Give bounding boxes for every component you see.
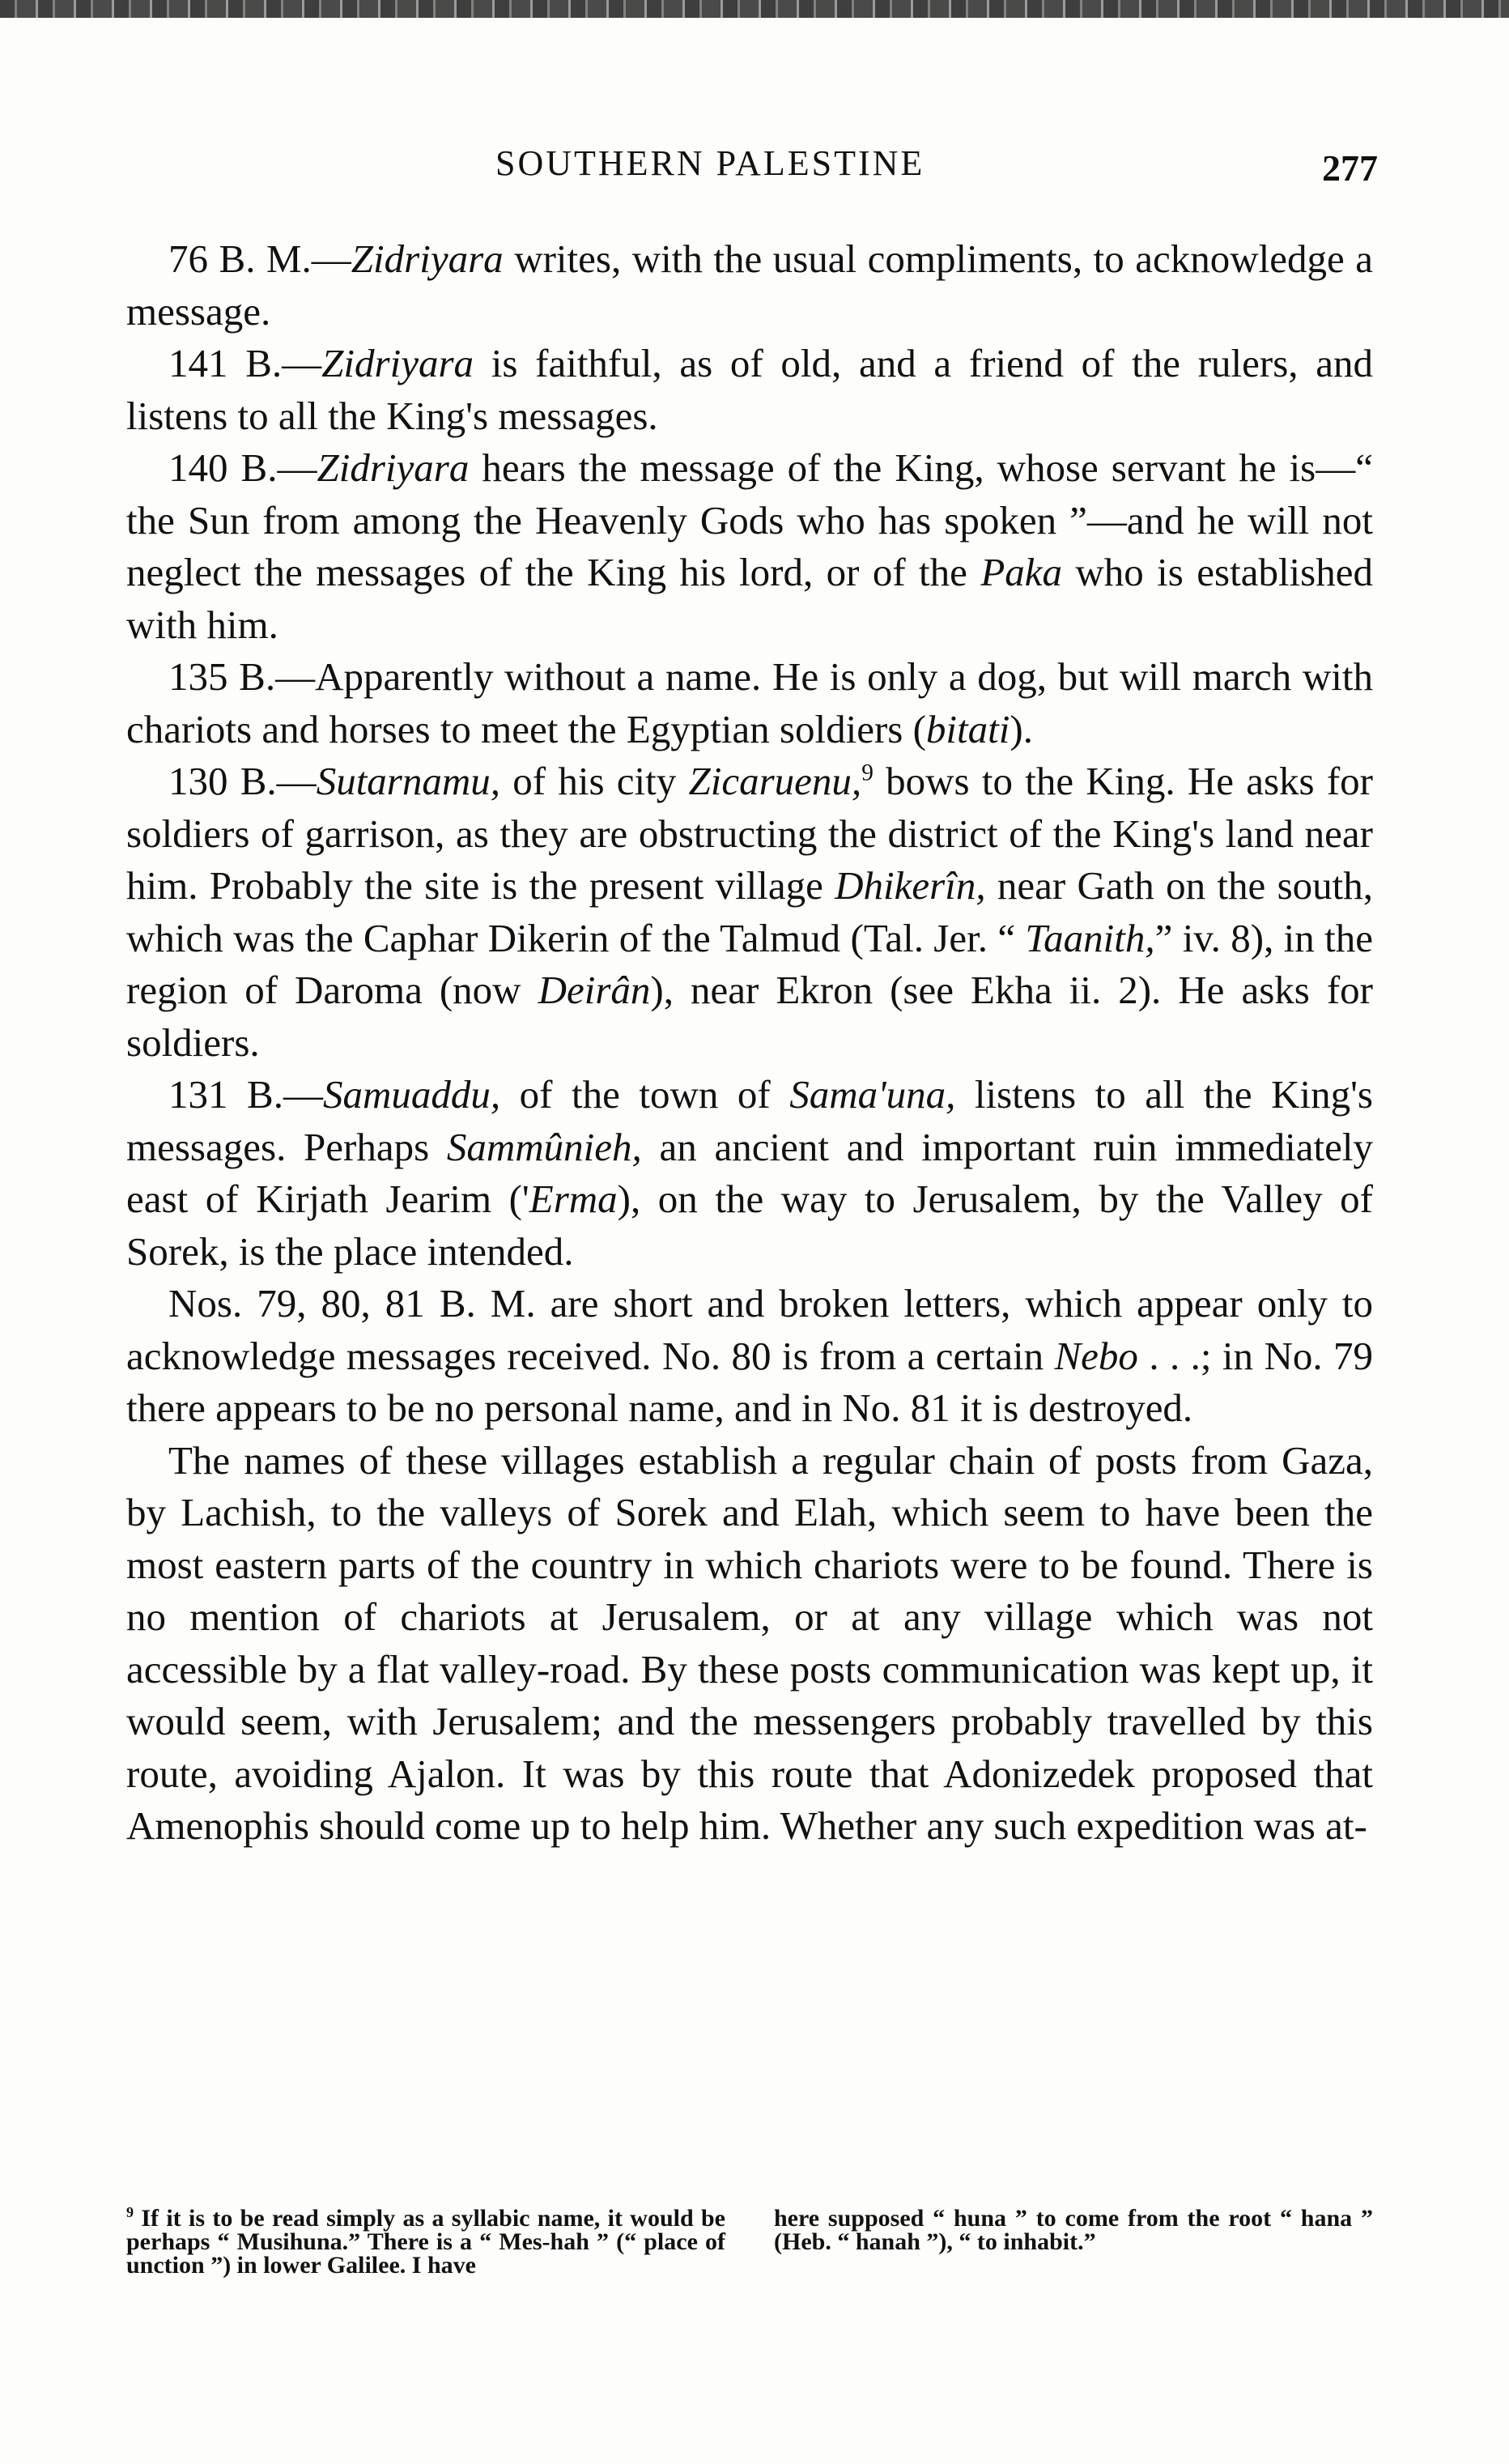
page-number: 277 [1322, 147, 1378, 189]
footnote-marker: 9 [126, 2204, 134, 2220]
paragraph-nos-79-80-81: Nos. 79, 80, 81 B. M. are short and broken letters, which appear only to acknowledge messages received. No. 80 is from a certain Nebo . . .; in No. 79 there appears to be no personal name, and in No. 81 it is destroyed. [126, 1281, 1373, 1430]
page-scan-edge [0, 0, 1509, 18]
running-head [495, 139, 1378, 196]
paragraph-141-b: 141 B.—Zidriyara is faithful, as of old, and a friend of the rulers, and listens to all the King's messages. [126, 341, 1373, 438]
footnote-reference: 9 [861, 760, 874, 786]
running-head-title: SOUTHERN PALESTINE [495, 143, 925, 183]
paragraph-76-bm: 76 B. M.—Zidriyara writes, with the usual compliments, to acknowledge a message. [126, 236, 1373, 334]
body-text [126, 233, 1373, 1853]
footnote [126, 2204, 1373, 2279]
paragraph-130-b: 130 B.—Sutarnamu, of his city Zicaruenu,$^9$ bows to the King. He asks for soldiers of garrison, as they are obstructing the district of the King's land near him. Probably the site is the present village Dhikerîn, near Gath on the south, which was the Caphar Dikerin of the Talmud (Tal. Jer. “ Taanith,” iv. 8), in the region of Daroma (now Deirân), near Ekron (see Ekha ii. 2). He asks for soldiers. [126, 759, 1374, 1065]
paragraph-131-b: 131 B.—Samuaddu, of the town of Sama'una, listens to all the King's messages. Perhaps Sammûnieh, an ancient and important ruin immediately east of Kirjath Jearim ('Erma), on the way to Jerusalem, by the Valley of Sorek, is the place intended. [126, 1072, 1374, 1274]
footnote-column-right: here supposed “ huna ” to come from the root “ hana ” (Heb. “ hanah ”), “ to inhabit.” [774, 2205, 1373, 2255]
paragraph-chain-of-posts: The names of these villages establish a regular chain of posts from Gaza, by Lachish, to the valleys of Sorek and Elah, which seem to have been the most eastern parts of the country in which chariots were to be found. There is no mention of chariots at Jerusalem, or at any village which was not accessible by a flat valley-road. By these posts communication was kept up, it would seem, with Jerusalem; and the messengers probably travelled by this route, avoiding Ajalon. It was by this route that Adonizedek proposed that Amenophis should come up to help him. Whether any such expedition was at- [126, 1437, 1373, 1848]
paragraph-140-b: 140 B.—Zidriyara hears the message of the King, whose servant he is—“ the Sun from among the Heavenly Gods who has spoken ”—and he will not neglect the messages of the King his lord, or of the Paka who is established with him. [126, 445, 1373, 647]
paragraph-135-b: 135 B.—Apparently without a name. He is only a dog, but will march with chariots and horses to meet the Egyptian soldiers (bitati). [126, 654, 1373, 751]
footnote-column-left: $^9$ If it is to be read simply as a syllabic name, it would be perhaps “ Musihuna.” There is a “ Mes-hah ” (“ place of unction ”) in lower Galilee. I have [126, 2204, 725, 2279]
